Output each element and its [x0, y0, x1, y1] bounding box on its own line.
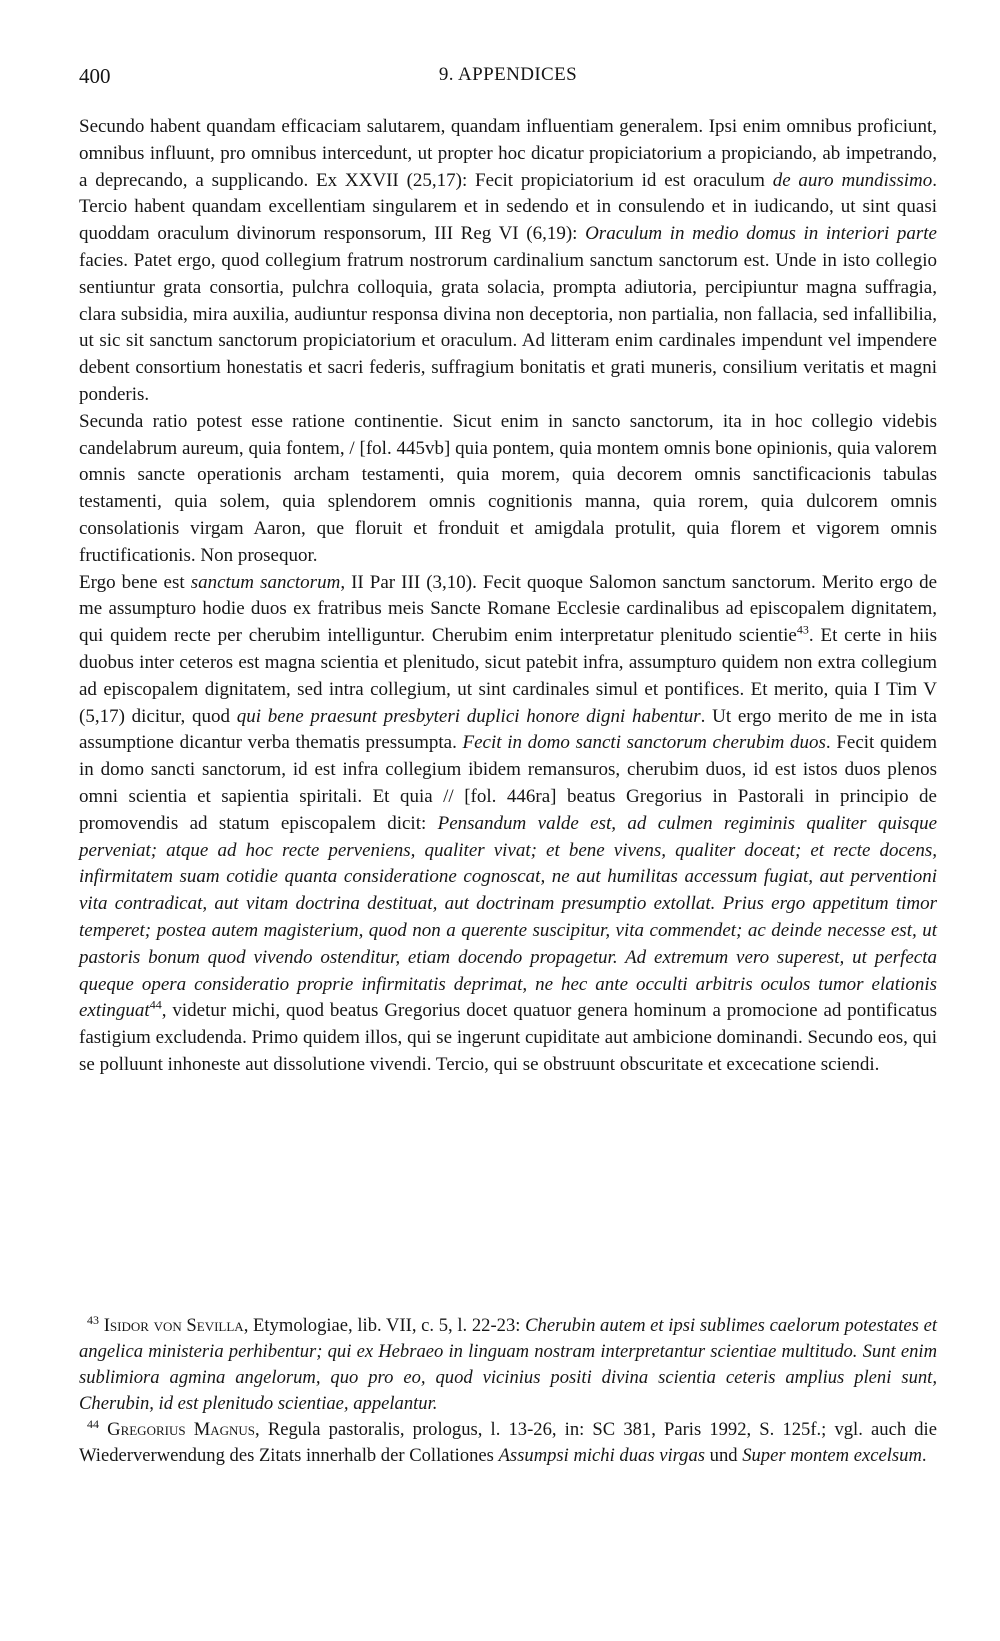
author-name: Isidor von Sevilla — [103, 1315, 244, 1336]
running-head: 9. APPENDICES — [438, 64, 578, 85]
italic-text: de auro mundissimo — [772, 169, 933, 191]
footnote-44: $^{44}$ Gregorius Magnus, Regula pastoralis, prologus, l. 13-26, in: SC 381, Paris 1992, S. 125f.; vgl. auch die Wiederverwendung des Zitats innerhalb der Collationes Assumpsi michi duas virgas und Super montem excelsum. — [79, 1416, 937, 1466]
main-text — [79, 114, 937, 1079]
footnote-43: $^{43}$ Isidor von Sevilla, Etymologiae, lib. VII, c. 5, l. 22-23: Cherubin autem et ipsi sublimes caelorum potestates et angelica ministeria perhibentur; qui ex Hebraeo in linguam nostram interpretantur scientiae multitudo. Sunt enim sublimiora agmina angelorum, quo pro eo, quod vicinius positi divina scientia ceteris amplius pleni sunt, Cherubin, id est plenitudo scientiae, appelantur. — [79, 1312, 937, 1414]
italic-text: Oraculum in medio domus in interiori parte — [585, 223, 937, 245]
paragraph: Secunda ratio potest esse ratione continentie. Sicut enim in sancto sanctorum, ita in hoc collegio videbis candelabrum aureum, quia fontem, / [fol. 445vb] quia pontem, quia montem omnis bone opinionis, quia valorem omnis sancte operationis archam testamenti, quia morem, quia decorem omnis sanctificacionis tabulas testamenti, quia solem, quia splendorem omnis cognitionis manna, quia rorem, quia dulcorem omnis consolationis virgam Aaron, que floruit et fronduit et amigdala protulit, quia florem et vigorem omnis fructificationis. Non prosequor. — [79, 410, 937, 566]
italic-text: Pensandum valde est, ad culmen regiminis qualiter quisque perveniat; atque ad hoc recte perveniens, qualiter vivat; et bene vivens, qualiter doceat; et recte docens, infirmitatem suam cotidie quanta consideratione cognoscat, ne aut humilitas accessum fugiat, aut perventioni vita contradicat, aut vitam doctrina destituat, aut doctrinam presumptio extollat. Prius ergo appetitum timor temperet; postea autem magisterium, quod non a querente suscipitur, vita commendet; ac deinde necesse est, ut pastoris bonum quod vivendo ostenditur, etiam docendo propagetur. Ad extremum vero superest, ut perfecta queque opera consideratio proprie infirmitatis deprimat, ne hec ante occulti arbitris oculos tumor elationis extinguat — [79, 812, 937, 1022]
paragraph: Secundo habent quandam efficaciam salutarem, quandam influentiam generalem. Ipsi enim omnibus proficiunt, omnibus influunt, pro omnibus intercedunt, ut propter hoc dicatur propiciatorium a propiciando, ab impetrando, a deprecando, a supplicando. Ex XXVII (25,17): Fecit propiciatorium id est oraculum de auro mundissimo. Tercio habent quandam excellentiam singularem et in sedendo et in consulendo et in iudicando, ut sint quasi quoddam oraculum divinorum responsorum, III Reg VI (6,19): Oraculum in medio domus in interiori parte facies. Patet ergo, quod collegium fratrum nostrorum cardinalium sanctum sanctorum est. Unde in isto collegio sentiuntur grata consortia, pulchra colloquia, grata solacia, prompta adiutoria, percipiuntur magna suffragia, clara subsidia, mira auxilia, audiuntur responsa divina non deceptoria, non partialia, non fallacia, sed infallibilia, ut sic sit sanctum sanctorum propiciatorium et oraculum. Ad litteram enim cardinales impendunt vel impendere debent consortium honestatis et sacri federis, suffragium bonitatis et grati muneris, consilium veritatis et magni ponderis. — [79, 116, 937, 405]
italic-text: Assumpsi michi duas virgas — [498, 1445, 705, 1466]
italic-text: Cherubin autem et ipsi sublimes caelorum potestates et angelica ministeria perhibentur; qui ex Hebraeo in linguam nostram interpretantur scientiae multitudo. Sunt enim sublimiora agmina angelorum, quo pro eo, quod vicinius positi divina scientia ceteris amplius pleni sunt, Cherubin, id est plenitudo scientiae, appelantur. — [79, 1315, 937, 1414]
page-number: 400 — [79, 64, 111, 88]
footnote-marker: 44 — [149, 997, 162, 1012]
italic-text: qui bene praesunt presbyteri duplici honore digni habentur — [236, 705, 701, 727]
footnote-marker: 44 — [87, 1416, 99, 1431]
footnote-marker: 43 — [796, 622, 809, 637]
paragraph: Ergo bene est sanctum sanctorum, II Par III (3,10). Fecit quoque Salomon sanctum sanctorum. Merito ergo de me assumpturo hodie duos ex fratribus meis Sancte Romane Ecclesie cardinalibus ad episcopalem dignitatem, qui quidem recte per cherubim intelliguntur. Cherubim enim interpretatur plenitudo scientie$^{43}$. Et certe in hiis duobus inter ceteros est magna scientia et plenitudo, sicut patebit infra, assumpturo quidem non extra collegium ad episcopalem dignitatem, sed intra collegium, ut sint cardinales simul et pontifices. Et merito, quia I Tim V (5,17) dicitur, quod qui bene praesunt presbyteri duplici honore digni habentur. Ut ergo merito de me in ista assumptione dicantur verba thematis pressumpta. Fecit in domo sancti sanctorum cherubim duos. Fecit quidem in domo sancti sanctorum, id est infra collegium ibidem remansuros, cherubim duos, id est istos duos plenos omni scientia et sapientia spiritali. Et quia // [fol. 446ra] beatus Gregorius in Pastorali in principio de promovendis ad statum episcopalem dicit: Pensandum valde est, ad culmen regiminis qualiter quisque perveniat; atque ad hoc recte perveniens, qualiter vivat; et bene vivens, qualiter doceat; et recte docens, infirmitatem suam cotidie quanta consideratione cognoscat, ne aut humilitas accessum fugiat, aut perventioni vita contradicat, aut vitam doctrina destituat, aut doctrinam presumptio extollat. Prius ergo appetitum timor temperet; postea autem magisterium, quod non a querente suscipitur, vita commendet; ac deinde necesse est, ut pastoris bonum quod vivendo ostenditur, etiam docendo propagetur. Ad extremum vero superest, ut perfecta queque opera consideratio proprie infirmitatis deprimat, ne hec ante occulti arbitris oculos tumor elationis extinguat$^{44}$, videtur michi, quod beatus Gregorius docet quatuor genera hominum a promocione ad pontificatus fastigium excludenda. Primo quidem illos, qui se ingerunt cupiditate aut ambicione dominandi. Secundo eos, qui se polluunt inhoneste aut dissolutione vivendi. Tercio, qui se obstruunt obscuritate et excecatione sciendi. — [79, 571, 938, 1075]
page-header — [79, 60, 937, 96]
footnote-marker: 43 — [87, 1312, 99, 1327]
footnotes — [79, 1313, 937, 1469]
italic-text: sanctum sanctorum — [190, 571, 341, 593]
italic-text: Super montem excelsum — [742, 1445, 922, 1466]
author-name: Gregorius Magnus — [107, 1419, 256, 1440]
italic-text: Fecit in domo sancti sanctorum cherubim duos — [462, 732, 826, 754]
